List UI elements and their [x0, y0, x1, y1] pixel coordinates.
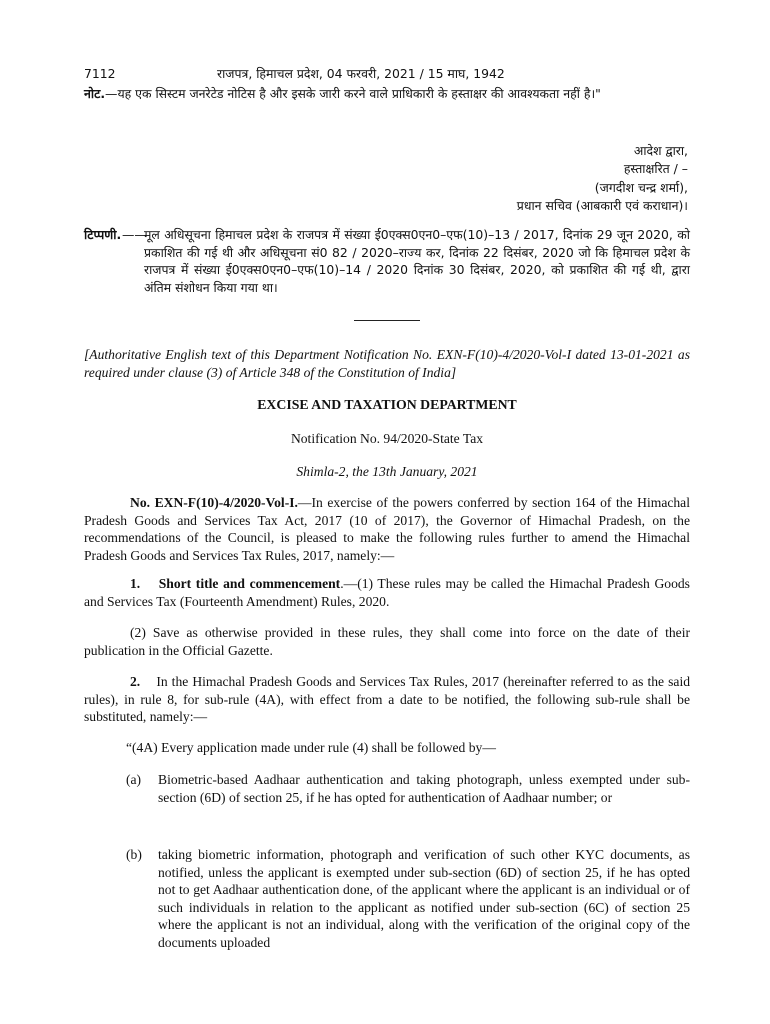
rule-1-number: 1. — [130, 576, 141, 591]
item-a-text: Biometric-based Aadhaar authentication and taking photograph, unless exempted under sub-section (6D) of section 25, if he has opted for authentication of Aadhaar number; or — [158, 772, 690, 805]
order-signature-block — [517, 142, 688, 216]
order-line-4: प्रधान सचिव (आबकारी एवं कराधान)। — [516, 198, 688, 214]
subrule-4a-intro: “(4A) Every application made under rule (4) shall be followed by— — [126, 740, 496, 755]
gazette-title: राजपत्र, हिमाचल प्रदेश, 04 फरवरी, 2021 / 15 माघ, 1942 — [217, 66, 505, 81]
order-line-1: आदेश द्वारा, — [633, 143, 688, 158]
preamble-text: —In exercise of the powers conferred by section 164 of the Himachal Pradesh Goods and Services Tax Act, 2017 (10 of 2017), the Governor of Himachal Pradesh, on the recommendations of the Council, is pleased to make the following rules further to amend the Himachal Pradesh Goods and Services Tax Rules, 2017, namely:— — [84, 495, 690, 563]
note-label: नोट. — [84, 86, 106, 101]
order-line-2: हस्ताक्षरित / – — [623, 161, 688, 177]
tippani-text: मूल अधिसूचना हिमाचल प्रदेश के राजपत्र में संख्या ई0एक्स0एन0–एफ(10)–13 / 2017, दिनांक 29 जून 2020, को प्रकाशित की गई थी और अधिसूचना सं0 82 / 2020–राज्य कर, दिनांक 22 दिसंबर, 2020 जो कि हिमाचल प्रदेश के राजपत्र में संख्या ई0एक्स0एन0–एफ(10)–14 / 2020 दिनांक 30 दिसंबर, 2020, को प्रकाशित की गई थी, द्वारा अंतिम संशोधन किया गया था। — [144, 227, 690, 295]
preamble-paragraph — [84, 494, 690, 564]
rule-2-text: In the Himachal Pradesh Goods and Services Tax Rules, 2017 (hereinafter referred to as the said rules), in rule 8, for sub-rule (4A), with effect from a date to be notified, the following sub-rule shall be substituted, namely:— — [84, 674, 691, 725]
rule-1-heading: Short title and commencement — [158, 576, 341, 591]
item-a-label: (a) — [126, 772, 142, 787]
notification-ref: No. EXN-F(10)-4/2020-Vol-I. — [130, 495, 298, 510]
notification-number: Notification No. 94/2020-State Tax — [290, 431, 484, 446]
rule-1-paragraph — [84, 575, 690, 610]
rule-1-2-paragraph: (2) Save as otherwise provided in these rules, they shall come into force on the date of their publication in the Official Gazette. — [84, 625, 690, 658]
department-heading: EXCISE AND TAXATION DEPARTMENT — [257, 397, 517, 412]
authoritative-text: [Authoritative English text of this Department Notification No. EXN-F(10)-4/2020-Vol-I dated 13-01-2021 as required under clause (3) of Article 348 of the Constitution of India] — [84, 347, 690, 380]
page-number: 7112 — [84, 66, 116, 81]
note-text: —यह एक सिस्टम जनरेटेड नोटिस है और इसके जारी करने वाले प्राधिकारी के हस्ताक्षर की आवश्यकता नहीं है।" — [105, 86, 601, 101]
section-divider — [354, 320, 420, 321]
place-date: Shimla-2, the 13th January, 2021 — [296, 464, 478, 479]
tippani-label: टिप्पणी. — [84, 227, 122, 242]
item-b-label: (b) — [126, 847, 142, 862]
rule-1-text: .—(1) These rules may be called the Himachal Pradesh Goods and Services Tax (Fourteenth Amendment) Rules, 2020. — [84, 576, 690, 609]
page-header — [84, 65, 690, 85]
system-notice — [84, 85, 690, 103]
rule-2-number: 2. — [130, 674, 141, 689]
rule-2-paragraph — [84, 673, 690, 726]
order-line-3: (जगदीश चन्द्र शर्मा), — [594, 179, 688, 195]
item-b-text: taking biometric information, photograph and verification of such other KYC documents, as notified, unless the applicant is exempted under sub-section (6D) of section 25, if he has opted not to get Aadhaar authentication done, of the applicant where the applicant is an individual or of such individuals in relation to the applicant as notified under sub-section (6C) of section 25 where the applicant is not an individual, along with the verification of the original copy of the documents uploaded — [158, 847, 690, 950]
tippani-dash: —— — [122, 227, 147, 242]
